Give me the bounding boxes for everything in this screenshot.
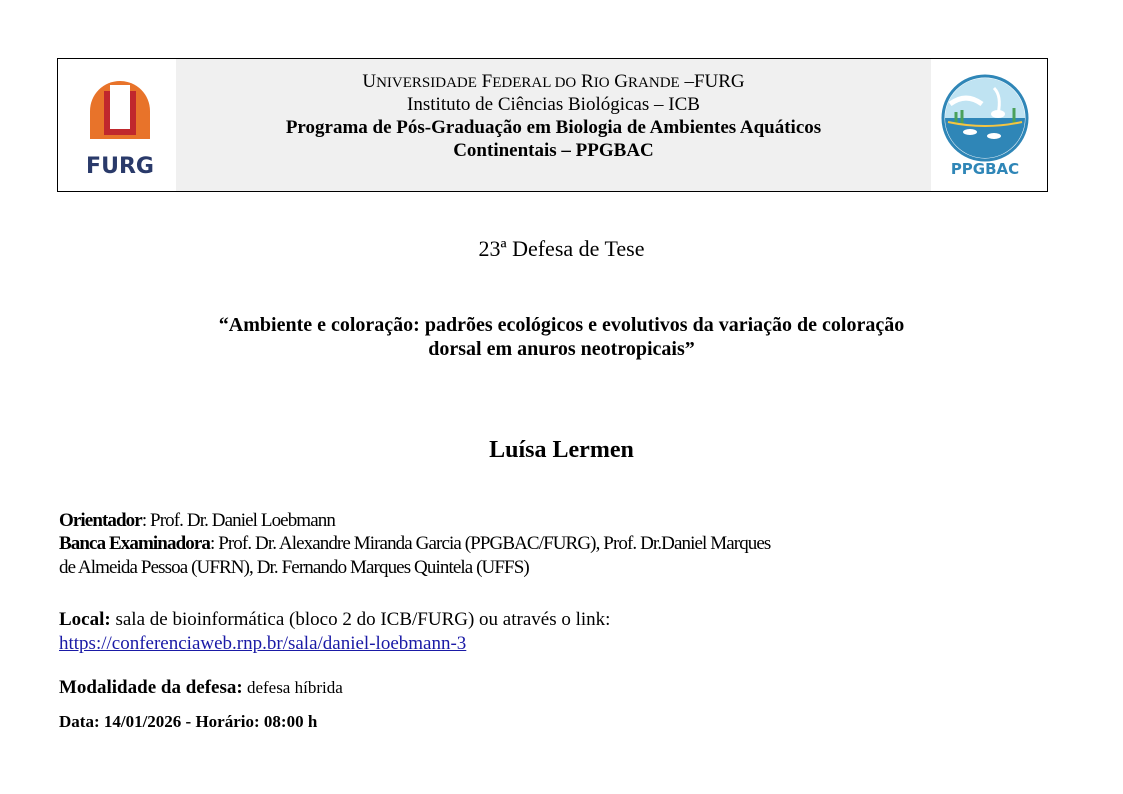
ppgbac-logo [936, 74, 1034, 178]
header-box [57, 58, 1048, 192]
location-block [59, 608, 1059, 656]
date-time-line [59, 710, 1059, 734]
thesis-title-line1: “Ambiente e coloração: padrões ecológicos e evolutivos da variação de coloração [218, 314, 905, 336]
location-value: sala de bioinformática (bloco 2 do ICB/FURG) ou através o link: [110, 609, 611, 630]
program-name-line1: Programa de Pós-Graduação em Biologia de Ambientes Aquáticos [285, 117, 822, 138]
location-label: Local: [59, 609, 111, 630]
modality-value: defesa híbrida [242, 678, 343, 697]
committee-label: Banca Examinadora [59, 533, 210, 554]
meeting-link[interactable]: https://conferenciaweb.rnp.br/sala/daniel-loebmann-3 [59, 633, 467, 654]
date-time: Data: 14/01/2026 - Horário: 08:00 h [59, 712, 318, 731]
header-institution [176, 59, 931, 191]
defense-number: 23ª Defesa de Tese [478, 236, 645, 261]
author-name: Luísa Lermen [489, 437, 634, 463]
modality-line [59, 676, 1059, 700]
thesis-title [100, 313, 1023, 361]
institute-name: Instituto de Ciências Biológicas – ICB [407, 94, 700, 115]
committee-line2: de Almeida Pessoa (UFRN), Dr. Fernando Marques Quintela (UFFS) [59, 557, 529, 578]
furg-logo-text: FURG [86, 154, 154, 179]
program-name-line2: Continentais – PPGBAC [453, 140, 654, 161]
advisor-line [59, 509, 1059, 533]
advisor-label: Orientador [59, 510, 142, 531]
thesis-title-line2: dorsal em anuros neotropicais” [428, 338, 695, 360]
furg-logo [80, 81, 160, 181]
committee-line1: : Prof. Dr. Alexandre Miranda Garcia (PPGBAC/FURG), Prof. Dr.Daniel Marques [209, 533, 771, 554]
committee-block [59, 532, 1059, 580]
modality-label: Modalidade da defesa: [59, 677, 243, 698]
ppgbac-logo-text: PPGBAC [950, 160, 1020, 178]
university-name: UNIVERSIDADE FEDERAL DO RIO GRANDE –FURG [362, 71, 745, 92]
advisor-value: : Prof. Dr. Daniel Loebmann [141, 510, 335, 531]
